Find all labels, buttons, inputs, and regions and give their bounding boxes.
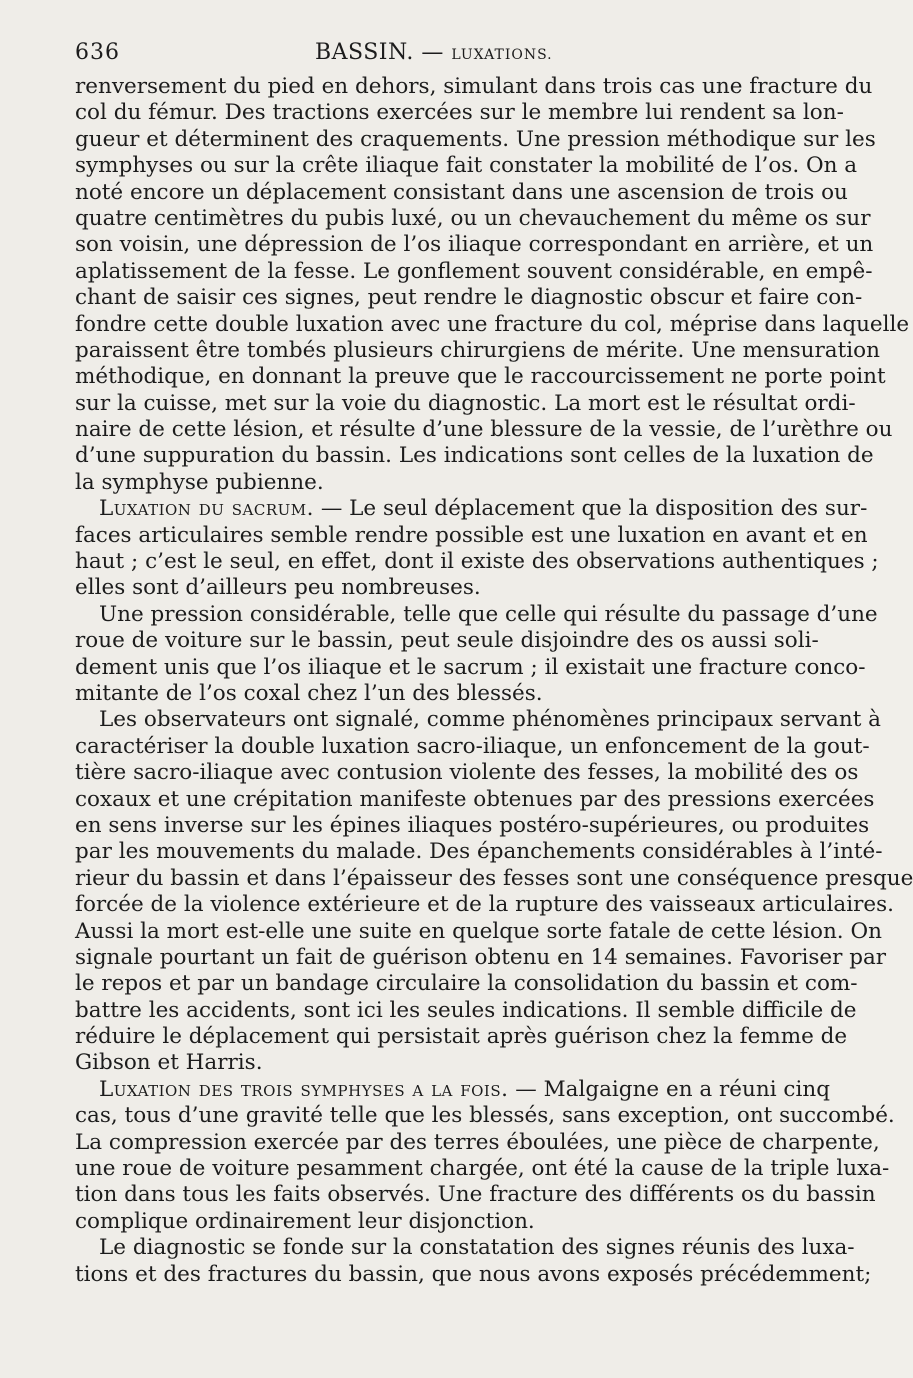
line-text: rieur du bassin et dans l’épaisseur des fesses sont une conséquence presque	[75, 865, 913, 891]
line-text: son voisin, une dépression de l’os iliaque correspondant en arrière, et un	[75, 232, 874, 258]
section-heading: Luxation du sacrum.	[99, 496, 314, 522]
section-heading: Luxation des trois symphyses a la fois.	[99, 1076, 509, 1102]
text-line	[75, 417, 893, 443]
text-line	[75, 1076, 830, 1103]
text-line	[75, 232, 874, 258]
line-text: signale pourtant un fait de guérison obtenu en 14 semaines. Favoriser par	[75, 944, 887, 970]
line-text: — Le seul déplacement que la disposition des sur-	[313, 496, 868, 522]
text-line	[75, 390, 856, 417]
line-text: forcée de la violence extérieure et de la rupture des vaisseaux articulaires.	[75, 892, 894, 918]
text-line	[75, 258, 873, 285]
line-text: paraissent être tombés plusieurs chirurgiens de mérite. Une mensuration	[75, 337, 880, 363]
text-line	[75, 443, 874, 469]
line-text: chant de saisir ces signes, peut rendre le diagnostic obscur et faire con-	[75, 285, 863, 311]
text-line	[75, 1129, 880, 1156]
text-line	[75, 470, 765, 496]
line-text: gueur et déterminent des craquements. Une pression méthodique sur les	[75, 126, 876, 152]
line-text: Une pression considérable, telle que celle qui résulte du passage d’une	[99, 601, 878, 627]
text-line	[75, 1024, 848, 1050]
line-text: symphyses ou sur la crête iliaque fait constater la mobilité de l’os. On a	[75, 153, 858, 179]
line-text: Le diagnostic se fonde sur la constatation des signes réunis des luxa-	[99, 1235, 855, 1261]
text-line	[75, 496, 868, 522]
line-text: faces articulaires semble rendre possible est une luxation en avant et en	[75, 522, 868, 548]
line-text: coxaux et une crépitation manifeste obtenues par des pressions exercées	[75, 786, 875, 812]
line-text: mitante de l’os coxal chez l’un des blessés.	[75, 680, 543, 706]
text-line	[75, 760, 859, 786]
line-text: La compression exercée par des terres éboulées, une pièce de charpente,	[75, 1129, 880, 1155]
text-line	[75, 1103, 895, 1129]
line-text: noté encore un déplacement consistant dans une ascension de trois ou	[75, 179, 848, 205]
running-title-main: BASSIN.	[315, 40, 414, 65]
text-line	[75, 575, 765, 601]
text-line	[75, 892, 894, 918]
text-line	[75, 100, 844, 126]
line-text: en sens inverse sur les épines iliaques postéro-supérieures, ou produites	[75, 812, 870, 838]
text-line	[75, 812, 870, 839]
text-line	[75, 179, 848, 206]
text-line	[75, 364, 886, 390]
text-line	[75, 153, 858, 179]
text-line	[75, 681, 765, 707]
line-text: renversement du pied en dehors, simulant dans trois cas une fracture du	[75, 74, 873, 99]
line-text: méthodique, en donnant la preuve que le raccourcissement ne porte point	[75, 364, 886, 390]
line-text: elles sont d’ailleurs peu nombreuses.	[75, 575, 481, 601]
line-text: naire de cette lésion, et résulte d’une blessure de la vessie, de l’urèthre ou	[75, 417, 893, 443]
text-line	[75, 865, 913, 892]
text-line	[75, 997, 857, 1024]
line-text: tions et des fractures du bassin, que nous avons exposés précédemment;	[75, 1261, 872, 1287]
text-line	[75, 1209, 765, 1235]
page-number: 636	[75, 40, 120, 65]
line-text: Les observateurs ont signalé, comme phénomènes principaux servant à	[99, 707, 881, 733]
running-title	[315, 40, 553, 65]
line-text: par les mouvements du malade. Des épanchements considérables à l’inté-	[75, 839, 883, 865]
text-line	[75, 1235, 855, 1261]
text-line	[75, 628, 819, 654]
text-line	[75, 786, 875, 813]
line-text: cas, tous d’une gravité telle que les blessés, sans exception, ont succombé.	[75, 1103, 895, 1129]
text-line	[75, 74, 873, 100]
text-line	[75, 337, 880, 364]
text-line	[75, 1050, 765, 1076]
text-line	[75, 944, 887, 971]
line-text: Aussi la mort est-elle une suite en quelque sorte fatale de cette lésion. On	[75, 918, 882, 944]
text-line	[75, 1261, 872, 1288]
text-line	[75, 971, 858, 997]
text-line	[75, 654, 866, 681]
line-text: une roue de voiture pesamment chargée, ont été la cause de la triple luxa-	[75, 1156, 890, 1182]
line-text: d’une suppuration du bassin. Les indications sont celles de la luxation de	[75, 443, 874, 469]
text-line	[75, 918, 882, 945]
text-line	[75, 733, 870, 760]
line-text: Gibson et Harris.	[75, 1050, 263, 1076]
running-header	[75, 38, 764, 74]
running-title-dash: —	[413, 40, 452, 65]
line-text: dement unis que l’os iliaque et le sacrum ; il existait une fracture conco-	[75, 654, 866, 680]
line-text: tion dans tous les faits observés. Une fracture des différents os du bassin	[75, 1182, 876, 1208]
line-text: aplatissement de la fesse. Le gonflement souvent considérable, en empê-	[75, 258, 873, 284]
line-text: fondre cette double luxation avec une fracture du col, méprise dans laquelle	[75, 311, 910, 337]
text-line	[75, 205, 871, 232]
text-line	[75, 1156, 890, 1182]
text-line	[75, 707, 881, 733]
line-text: sur la cuisse, met sur la voie du diagnostic. La mort est le résultat ordi-	[75, 390, 856, 416]
text-line	[75, 126, 876, 153]
text-line	[75, 549, 879, 575]
text-line	[75, 311, 910, 338]
line-text: quatre centimètres du pubis luxé, ou un chevauchement du même os sur	[75, 205, 871, 231]
line-text: complique ordinairement leur disjonction.	[75, 1208, 535, 1234]
body-text	[75, 74, 913, 1288]
line-text: la symphyse pubienne.	[75, 469, 324, 495]
line-text: le repos et par un bandage circulaire la consolidation du bassin et com-	[75, 971, 858, 997]
line-text: haut ; c’est le seul, en effet, dont il existe des observations authentiques ;	[75, 549, 879, 575]
line-text: tière sacro-iliaque avec contusion violente des fesses, la mobilité des os	[75, 760, 859, 786]
text-line	[75, 839, 883, 865]
text-line	[75, 522, 868, 549]
line-text: battre les accidents, sont ici les seules indications. Il semble difficile de	[75, 997, 857, 1023]
line-text: réduire le déplacement qui persistait après guérison chez la femme de	[75, 1024, 848, 1050]
text-line	[75, 1182, 876, 1208]
line-text: roue de voiture sur le bassin, peut seule disjoindre des os aussi soli-	[75, 628, 819, 654]
line-text: caractériser la double luxation sacro-iliaque, un enfoncement de la gout-	[75, 733, 870, 759]
text-line	[75, 285, 863, 311]
line-text: — Malgaigne en a réuni cinq	[508, 1076, 830, 1102]
running-title-sub: LUXATIONS.	[451, 47, 553, 63]
line-text: col du fémur. Des tractions exercées sur le membre lui rendent sa lon-	[75, 100, 844, 126]
text-line	[75, 601, 878, 628]
